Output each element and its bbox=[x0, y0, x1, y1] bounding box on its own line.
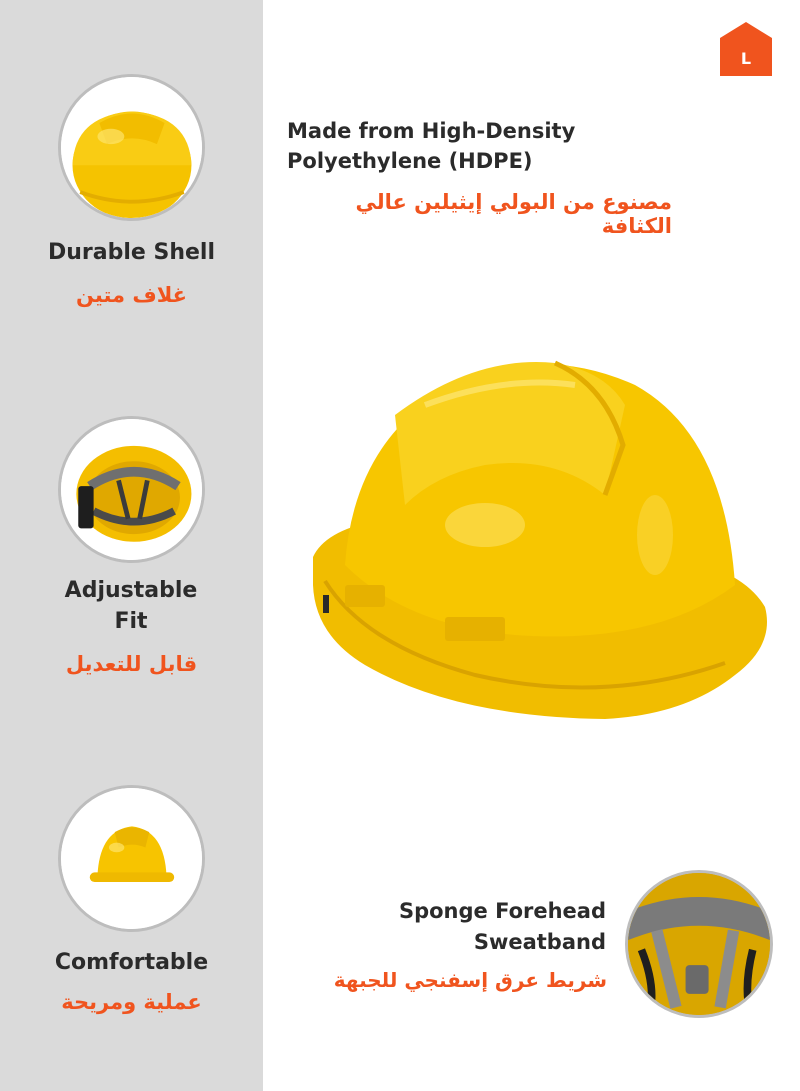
house-badge-icon bbox=[720, 22, 772, 76]
feature-title-durable-shell: Durable Shell bbox=[48, 240, 215, 265]
feature-title-comfortable: Comfortable bbox=[54, 950, 209, 975]
material-headline-ar: مصنوع من البولي إيثيلين عالي الكثافة bbox=[355, 190, 672, 238]
headline-line-2: Polyethylene (HDPE) bbox=[287, 149, 533, 173]
headline-line-1: Made from High-Density bbox=[287, 119, 576, 143]
badge-letter: L bbox=[740, 49, 752, 68]
sweatband-closeup-icon bbox=[625, 870, 773, 1018]
feature-title-comfortable-ar: عملية ومريحة bbox=[61, 990, 202, 1014]
sweatband-title bbox=[330, 896, 606, 958]
feature-title-adjustable-fit-ar: قابل للتعديل bbox=[65, 652, 198, 676]
feature-title-adjustable-fit: Adjustable Fit bbox=[64, 578, 198, 634]
sweatband-line-2: Sweatband bbox=[473, 930, 606, 954]
yellow-safety-helmet-icon bbox=[305, 345, 775, 730]
sweatband-line-1: Sponge Forehead bbox=[398, 899, 606, 923]
sweatband-title-ar: شريط عرق إسفنجي للجبهة bbox=[333, 968, 607, 992]
helmet-shell-icon bbox=[58, 74, 205, 221]
helmet-front-icon bbox=[58, 785, 205, 932]
helmet-harness-icon bbox=[58, 416, 205, 563]
feature-title-durable-shell-ar: غلاف متين bbox=[75, 283, 188, 307]
material-headline bbox=[287, 116, 707, 176]
